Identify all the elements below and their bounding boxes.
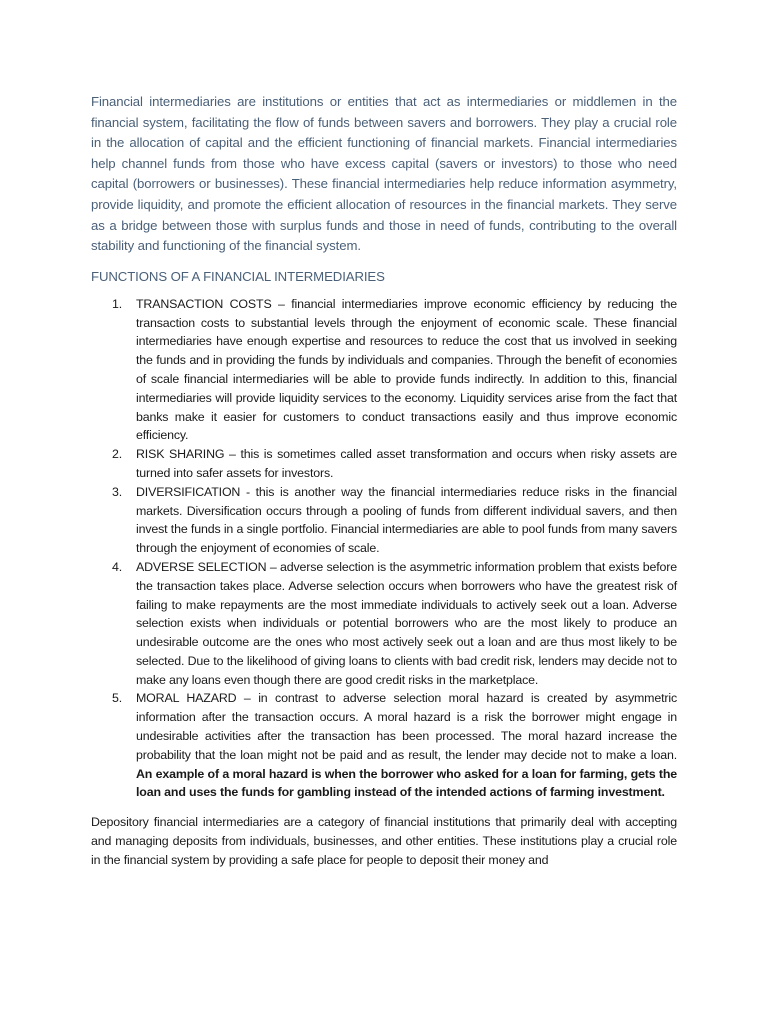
section-heading: FUNCTIONS OF A FINANCIAL INTERMEDIARIES — [91, 268, 385, 284]
list-item — [91, 483, 677, 558]
list-item-bold-text: An example of a moral hazard is when the borrower who asked for a loan for farming, gets the loan and uses the funds for gambling instead of the intended actions of farming investment. — [136, 766, 677, 800]
list-item — [91, 445, 677, 483]
list-item — [91, 689, 677, 802]
list-item-text: RISK SHARING – this is sometimes called asset transformation and occurs when risky assets are turned into safer assets for investors. — [136, 447, 677, 480]
list-item — [91, 295, 677, 445]
list-item — [91, 558, 677, 690]
list-item-text: TRANSACTION COSTS – financial intermediaries improve economic efficiency by reducing the transaction costs to substantial levels through the enjoyment of economic scale. These financial intermediaries have enough expertise and resources to reduce the cost that us involved in seeking the funds and in providing the funds by individuals and companies. Through the benefit of economies of scale financial intermediaries will be able to provide funds indirectly. In addition to this, financial intermediaries will provide liquidity services to the economy. Liquidity services arise from the fact that banks make it easier for customers to conduct transactions easily and thus improve economic efficiency. — [136, 296, 677, 443]
outro-paragraph: Depository financial intermediaries are a category of financial institutions that primarily deal with accepting and managing deposits from individuals, businesses, and other entities. These institutions play a crucial role in the financial system by providing a safe place for people to deposit their money and — [91, 815, 677, 867]
list-item-text: DIVERSIFICATION - this is another way the financial intermediaries reduce risks in the financial markets. Diversification occurs through a pooling of funds from different individual savers, and then invest the funds in a single portfolio. Financial intermediaries are able to pool funds from many savers through the enjoyment of economies of scale. — [136, 484, 677, 556]
list-item-number: 2. — [112, 447, 123, 462]
list-item-text: MORAL HAZARD – in contrast to adverse selection moral hazard is created by asymmetric information after the transaction occurs. A moral hazard is a risk the borrower might engage in undesirable activities after the transaction has been processed. The moral hazard increase the probability that the loan might not be paid and as result, the lender may decide not to make a loan. — [136, 691, 677, 762]
list-item-number: 5. — [112, 691, 123, 706]
document-body — [91, 92, 677, 870]
list-item-number: 3. — [112, 484, 123, 499]
intro-paragraph: Financial intermediaries are institutions or entities that act as intermediaries or middlemen in the financial system, facilitating the flow of funds between savers and borrowers. They play a crucial role in the allocation of capital and the efficient functioning of financial markets. Financial intermediaries help channel funds from those who have excess capital (savers or investors) to those who need capital (borrowers or businesses). These financial intermediaries help reduce information asymmetry, provide liquidity, and promote the efficient allocation of resources in the financial markets. They serve as a bridge between those with surplus funds and those in need of funds, contributing to the overall stability and functioning of the financial system. — [91, 94, 677, 254]
list-item-number: 1. — [112, 296, 123, 311]
functions-list — [91, 295, 677, 803]
list-item-text: ADVERSE SELECTION – adverse selection is the asymmetric information problem that exists before the transaction takes place. Adverse selection occurs when borrowers who have the greatest risk of failing to make repayments are the most immediate individuals to actively seek out a loan. Adverse selection exists when individuals or potential borrowers who are the most likely to produce an undesirable outcome are the ones who most actively seek out a loan and are thus most likely to be selected. Due to the likelihood of giving loans to clients with bad credit risk, lenders may decide not to make any loans even though there are good credit risks in the marketplace. — [136, 559, 677, 687]
list-item-number: 4. — [112, 559, 123, 574]
